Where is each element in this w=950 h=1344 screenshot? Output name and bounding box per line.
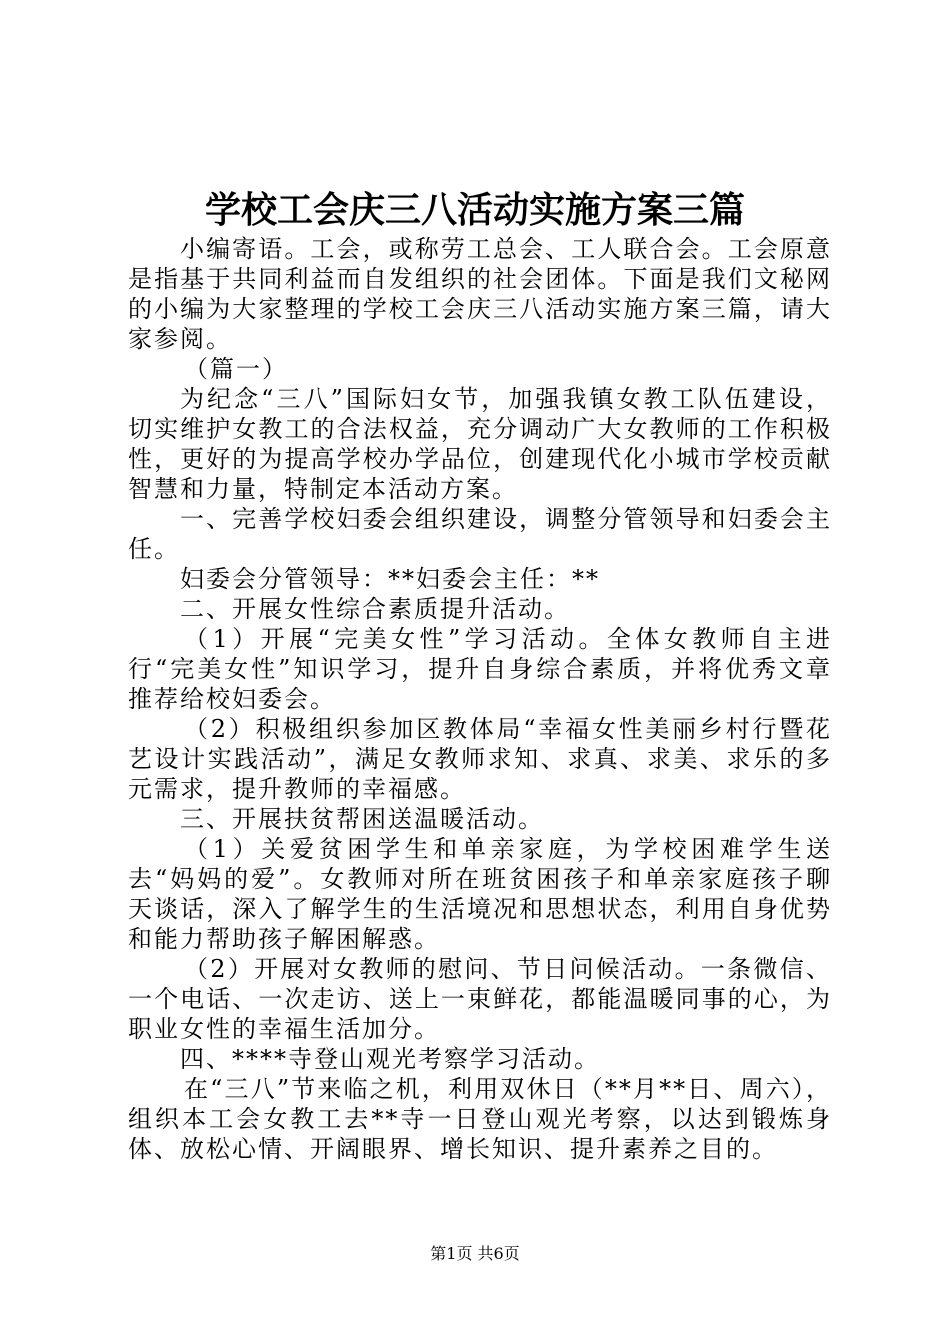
document-title: 学校工会庆三八活动实施方案三篇 <box>204 189 745 231</box>
paragraph-item-2-1: （1）开展“完美女性”学习活动。全体女教师自主进行“完美女性”知识学习，提升自身综合素质，并将优秀文章推荐给校妇委会。 <box>128 625 832 713</box>
paragraph-item-2-2: （2）积极组织参加区教体局“幸福女性美丽乡村行暨花艺设计实践活动”，满足女教师求知、求真、求美、求乐的多元需求，提升教师的幸福感。 <box>128 715 832 803</box>
page-number-footer: 第1页 共6页 <box>430 1244 520 1263</box>
document-body <box>128 234 832 1164</box>
paragraph-item-3: 三、开展扶贫帮困送温暖活动。 <box>180 805 544 833</box>
paragraph-item-3-1: （1）关爱贫困学生和单亲家庭，为学校困难学生送去“妈妈的爱”。女教师对所在班贫困孩子和单亲家庭孩子聊天谈话，深入了解学生的生活境况和思想状态，利用自身优势和能力帮助孩子解困解惑。 <box>128 835 832 953</box>
paragraph-item-2: 二、开展女性综合素质提升活动。 <box>180 595 570 623</box>
paragraph-purpose: 为纪念“三八”国际妇女节，加强我镇女教工队伍建设，切实维护女教工的合法权益，充分调动广大女教师的工作积极性，更好的为提高学校办学品位，创建现代化小城市学校贡献智慧和力量，特制定本活动方案。 <box>128 385 832 503</box>
paragraph-item-3-2: （2）开展对女教师的慰问、节日问候活动。一条微信、一个电话、一次走访、送上一束鲜花，都能温暖同事的心，为职业女性的幸福生活加分。 <box>128 955 832 1043</box>
paragraph-item-4-detail: 在“三八”节来临之机，利用双休日（**月**日、周六），组织本工会女教工去**寺一日登山观光考察，以达到锻炼身体、放松心情、开阔眼界、增长知识、提升素养之目的。 <box>128 1075 832 1163</box>
paragraph-item-4: 四、****寺登山观光考察学习活动。 <box>180 1045 600 1073</box>
paragraph-leaders: 妇委会分管领导：**妇委会主任：** <box>180 565 600 593</box>
paragraph-item-1: 一、完善学校妇委会组织建设，调整分管领导和妇委会主任。 <box>128 505 832 563</box>
paragraph-section-heading: （篇一） <box>184 355 288 383</box>
paragraph-intro: 小编寄语。工会，或称劳工总会、工人联合会。工会原意是指基于共同利益而自发组织的社会团体。下面是我们文秘网的小编为大家整理的学校工会庆三八活动实施方案三篇，请大家参阅。 <box>128 235 832 353</box>
